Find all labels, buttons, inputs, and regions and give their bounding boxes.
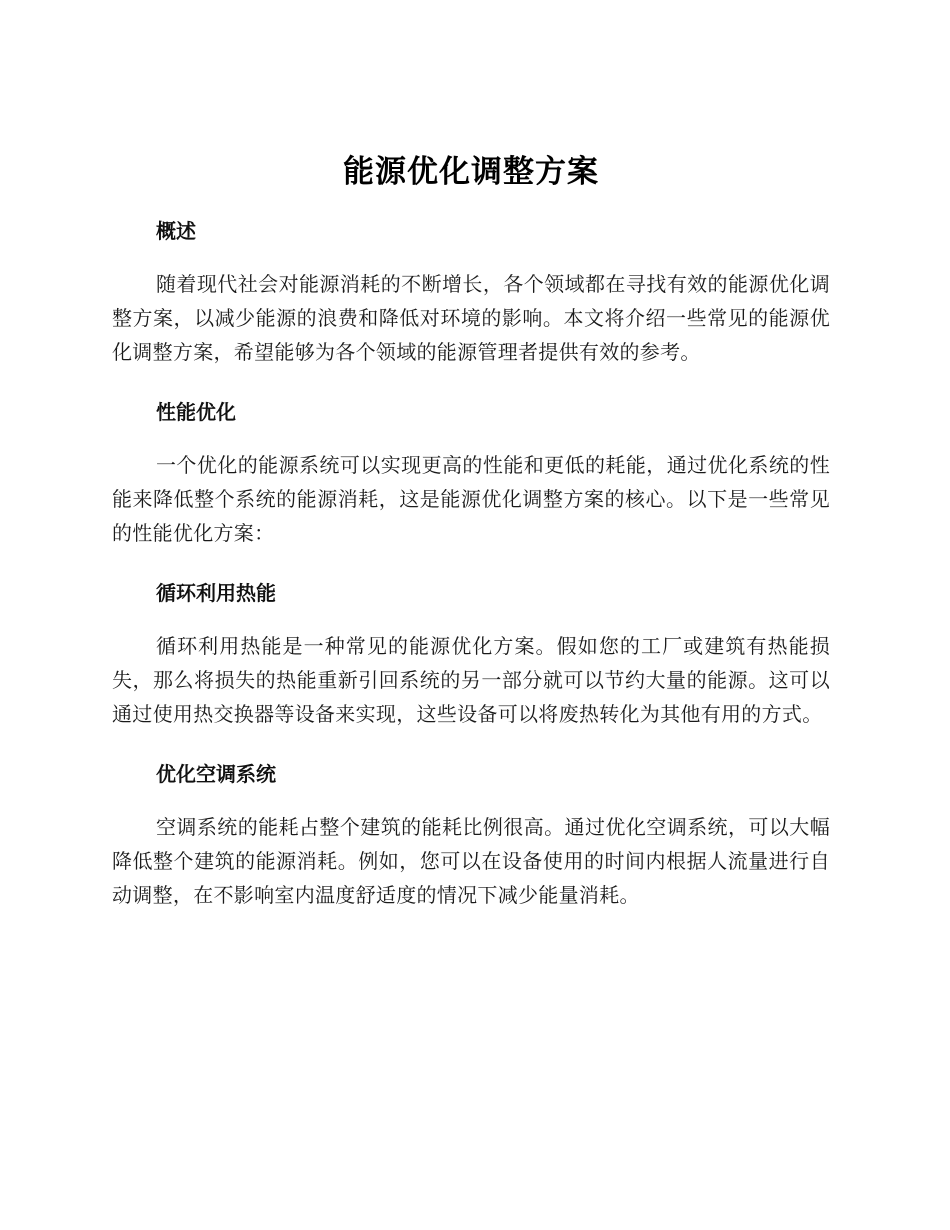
section-heading-performance: 性能优化 — [156, 400, 236, 424]
document-content — [112, 148, 830, 912]
document-title: 能源优化调整方案 — [343, 154, 599, 190]
section-paragraph-overview: 随着现代社会对能源消耗的不断增长，各个领域都在寻找有效的能源优化调整方案，以减少能源的浪费和降低对环境的影响。本文将介绍一些常见的能源优化调整方案，希望能够为各个领域的能源管理者提供有效的参考。 — [112, 272, 830, 364]
section-paragraph-air-conditioning: 空调系统的能耗占整个建筑的能耗比例很高。通过优化空调系统，可以大幅降低整个建筑的能源消耗。例如，您可以在设备使用的时间内根据人流量进行自动调整，在不影响室内温度舒适度的情况下减少能量消耗。 — [112, 815, 830, 907]
section-heading-overview: 概述 — [156, 219, 196, 243]
section-paragraph-heat-recycling: 循环利用热能是一种常见的能源优化方案。假如您的工厂或建筑有热能损失，那么将损失的热能重新引回系统的另一部分就可以节约大量的能源。这可以通过使用热交换器等设备来实现，这些设备可以将废热转化为其他有用的方式。 — [112, 634, 830, 726]
section-heading-heat-recycling: 循环利用热能 — [156, 581, 276, 605]
section-paragraph-performance: 一个优化的能源系统可以实现更高的性能和更低的耗能，通过优化系统的性能来降低整个系统的能源消耗，这是能源优化调整方案的核心。以下是一些常见的性能优化方案： — [112, 453, 830, 545]
section-heading-air-conditioning: 优化空调系统 — [156, 762, 276, 786]
